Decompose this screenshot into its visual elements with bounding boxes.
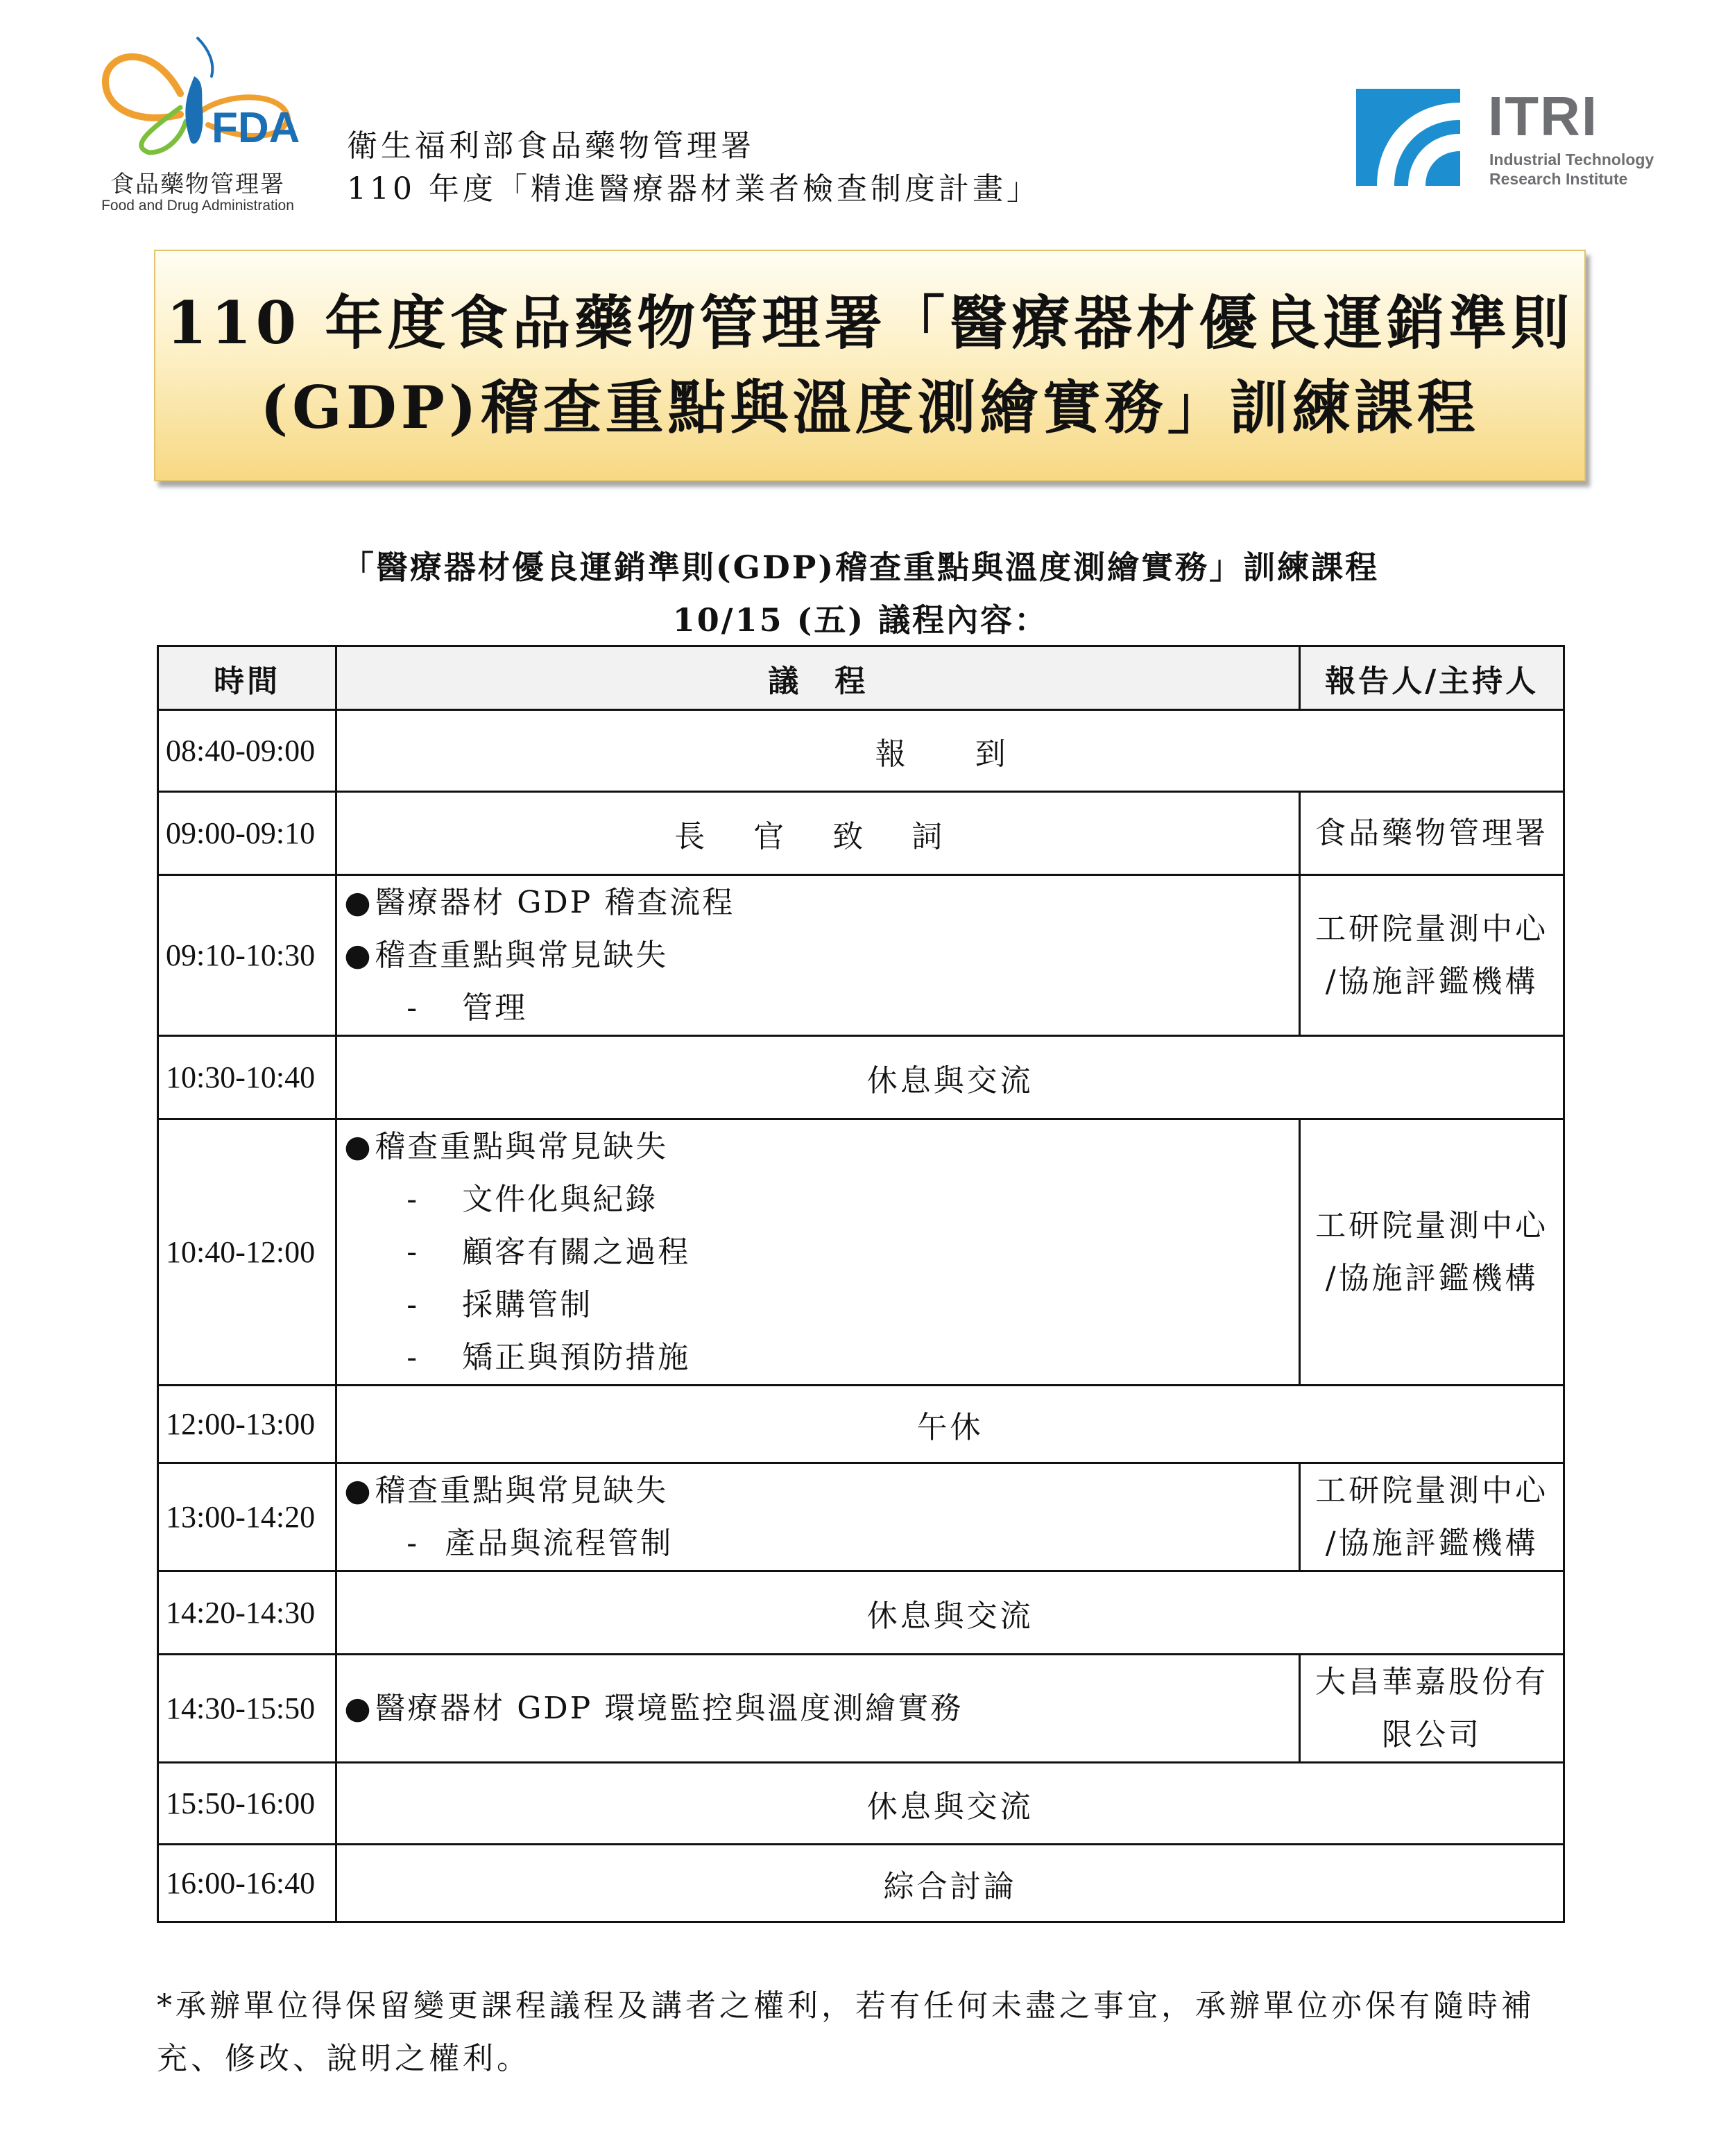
bullet-text: 醫療器材 GDP 稽查流程 — [375, 884, 735, 920]
fda-name-en: Food and Drug Administration — [101, 198, 294, 214]
bullet-mark: ● — [344, 1690, 373, 1726]
sub-item — [344, 1517, 1292, 1570]
sub-item — [344, 1226, 1292, 1279]
dash-mark: - — [406, 990, 420, 1026]
bullet-item — [344, 929, 1292, 982]
speaker-line-1: 工研院量測中心 — [1315, 1207, 1549, 1243]
row-topic: 休息與交流 — [336, 1571, 1564, 1655]
row-time: 16:00-16:40 — [158, 1845, 336, 1922]
speaker-line-1: 工研院量測中心 — [1315, 1472, 1549, 1508]
sub-item — [344, 1173, 1292, 1226]
row-speaker — [1300, 1463, 1564, 1571]
bullet-mark: ● — [344, 1472, 373, 1508]
table-row — [158, 792, 1564, 875]
row-topic: 休息與交流 — [336, 1036, 1564, 1119]
bullet-item — [344, 1121, 1292, 1173]
itri-name-line-1: Industrial Technology — [1489, 150, 1654, 169]
fda-butterfly-icon — [76, 28, 319, 166]
table-row — [158, 1463, 1564, 1571]
footnote: *承辦單位得保留變更課程議程及講者之權利，若有任何未盡之事宜，承辦單位亦保有隨時補充、修改、說明之權利。 — [157, 1988, 1535, 2076]
row-topic-list — [336, 875, 1300, 1036]
dash-mark: - — [406, 1234, 420, 1270]
agenda-table — [157, 645, 1565, 1923]
subtitle-line-2: 10/15 (五) 議程內容： — [672, 601, 1049, 639]
table-header-row — [158, 646, 1564, 710]
row-time: 14:20-14:30 — [158, 1571, 336, 1655]
subtitle-line-1: 「醫療器材優良運銷準則(GDP)稽查重點與溫度測繪實務」訓練課程 — [341, 549, 1380, 586]
title-banner — [154, 250, 1586, 481]
speaker-line-2: 限公司 — [1382, 1716, 1482, 1752]
bullet-text: 醫療器材 GDP 環境監控與溫度測繪實務 — [375, 1690, 964, 1726]
speaker-line-1: 工研院量測中心 — [1315, 911, 1549, 947]
row-time: 15:50-16:00 — [158, 1763, 336, 1845]
table-row — [158, 1845, 1564, 1922]
bullet-mark: ● — [344, 937, 373, 973]
table-row — [158, 1036, 1564, 1119]
bullet-text: 稽查重點與常見缺失 — [375, 937, 669, 973]
row-time: 10:40-12:00 — [158, 1119, 336, 1386]
itri-mark-icon — [1356, 89, 1460, 186]
itri-name-line-2: Research Institute — [1489, 170, 1628, 188]
row-time: 14:30-15:50 — [158, 1655, 336, 1763]
row-topic-list — [336, 1119, 1300, 1386]
sub-item-text: 產品與流程管制 — [445, 1525, 674, 1561]
speaker-line-2: /協施評鑑機構 — [1325, 1525, 1539, 1561]
org-line-2: 110 年度「精進醫療器材業者檢查制度計畫」 — [347, 171, 1041, 207]
banner-title-line-2: (GDP)稽查重點與溫度測繪實務」訓練課程 — [260, 373, 1480, 442]
row-topic: 休息與交流 — [336, 1763, 1564, 1845]
table-row — [158, 1763, 1564, 1845]
speaker-line-2: /協施評鑑機構 — [1325, 1260, 1539, 1296]
header-speaker: 報告人/主持人 — [1300, 646, 1564, 710]
table-row — [158, 875, 1564, 1036]
row-topic: 長 官 致 詞 — [336, 792, 1300, 875]
sub-item — [344, 1331, 1292, 1384]
fda-name-zh: 食品藥物管理署 — [110, 171, 285, 198]
table-row — [158, 1386, 1564, 1463]
sub-item-text: 矯正與預防措施 — [462, 1339, 691, 1375]
fda-abbr: FDA — [212, 104, 300, 152]
banner-title-line-1: 110 年度食品藥物管理署「醫療器材優良運銷準則 — [166, 288, 1574, 357]
table-row — [158, 1571, 1564, 1655]
row-topic: 綜合討論 — [336, 1845, 1564, 1922]
dash-mark: - — [406, 1286, 420, 1322]
bullet-item — [344, 1682, 1292, 1735]
row-time: 12:00-13:00 — [158, 1386, 336, 1463]
sub-item-text: 顧客有關之過程 — [462, 1234, 691, 1270]
row-time: 13:00-14:20 — [158, 1463, 336, 1571]
sub-item-text: 採購管制 — [462, 1286, 593, 1322]
row-topic-list — [336, 1655, 1300, 1763]
table-row — [158, 1119, 1564, 1386]
speaker-line-2: /協施評鑑機構 — [1325, 963, 1539, 999]
row-topic-list — [336, 1463, 1300, 1571]
row-time: 10:30-10:40 — [158, 1036, 336, 1119]
header-time: 時間 — [158, 646, 336, 710]
bullet-mark: ● — [344, 884, 373, 920]
sub-item — [344, 982, 1292, 1035]
sub-item — [344, 1279, 1292, 1331]
sub-item-text: 文件化與紀錄 — [462, 1181, 658, 1217]
bullet-text: 稽查重點與常見缺失 — [375, 1128, 669, 1164]
itri-abbr: ITRI — [1488, 85, 1599, 147]
dash-mark: - — [406, 1339, 420, 1375]
bullet-mark: ● — [344, 1128, 373, 1164]
row-topic: 報 到 — [336, 710, 1564, 792]
dash-mark: - — [406, 1525, 420, 1561]
header-org — [347, 125, 1041, 211]
sub-item-text: 管理 — [462, 990, 528, 1026]
row-speaker — [1300, 875, 1564, 1036]
bullet-item — [344, 877, 1292, 929]
row-speaker: 食品藥物管理署 — [1300, 792, 1564, 875]
bullet-text: 稽查重點與常見缺失 — [375, 1472, 669, 1508]
agenda-subtitle — [0, 541, 1721, 646]
bullet-item — [344, 1465, 1292, 1517]
dash-mark: - — [406, 1181, 420, 1217]
row-time: 08:40-09:00 — [158, 710, 336, 792]
row-time: 09:00-09:10 — [158, 792, 336, 875]
table-row — [158, 1655, 1564, 1763]
speaker-line-1: 大昌華嘉股份有 — [1315, 1664, 1549, 1700]
row-time: 09:10-10:30 — [158, 875, 336, 1036]
itri-logo — [1356, 85, 1682, 193]
row-topic: 午休 — [336, 1386, 1564, 1463]
fda-logo — [76, 28, 319, 222]
row-speaker — [1300, 1655, 1564, 1763]
table-row — [158, 710, 1564, 792]
itri-name — [1489, 150, 1654, 189]
header-topic: 議 程 — [336, 646, 1300, 710]
row-speaker — [1300, 1119, 1564, 1386]
org-line-1: 衛生福利部食品藥物管理署 — [347, 128, 755, 164]
